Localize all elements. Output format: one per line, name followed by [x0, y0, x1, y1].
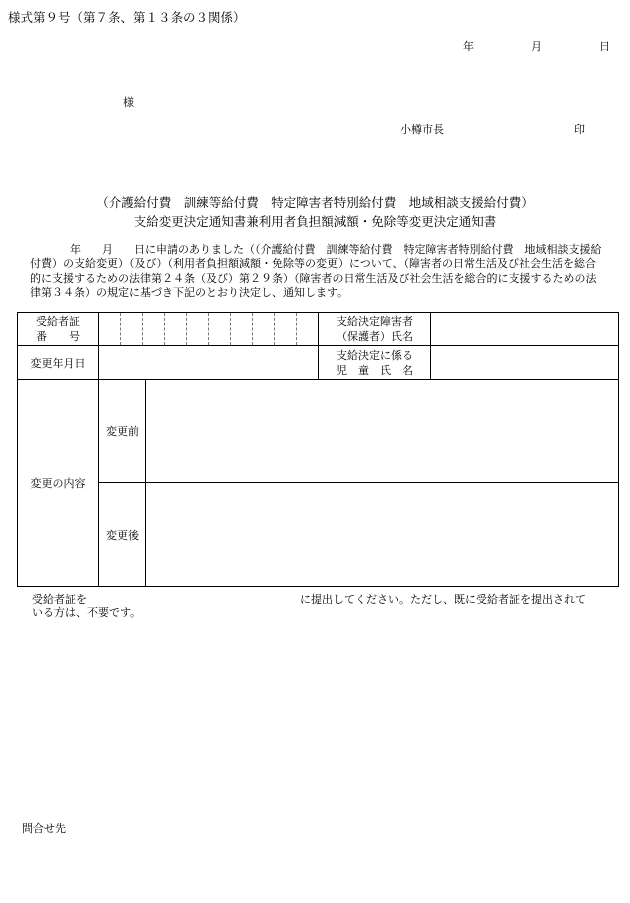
child-name-label: 支給決定に係る 児 童 氏 名	[319, 346, 431, 380]
body-month: 月	[101, 243, 113, 256]
after-label: 変更後	[99, 483, 146, 587]
decision-table	[17, 312, 619, 587]
body-text: 日に申請のありました（（介護給付費 訓練等給付費 特定障害者特別給付費 地域相談支援給付費）の支給変更）（及び）（利用者負担額減額・免除等の変更）について、（障害者の日常生活及び社会生活を総合的に支援するための法律第２４条（及び）第２９条）（障害者の日常生活及び社会生活を総合的に支援するための法律第３４条）の規定に基づき下記のとおり決定し、通知します。	[30, 243, 602, 299]
form-number: 様式第９号（第７条、第１３条の３関係）	[8, 10, 246, 25]
after-field[interactable]	[146, 483, 619, 587]
addressee-honorific: 様	[123, 96, 134, 109]
before-field[interactable]	[146, 380, 619, 483]
notice-part3: いる方は、不要です。	[32, 606, 142, 619]
recipient-name-label: 支給決定障害者 （保護者）氏名	[319, 313, 431, 346]
change-date-label: 変更年月日	[18, 346, 99, 380]
notification-body	[30, 243, 605, 300]
date-year: 年	[463, 40, 475, 53]
document-title-line2: 支給変更決定通知書兼利用者負担額減額・免除等変更決定通知書	[133, 214, 497, 229]
date-line	[463, 38, 610, 54]
document-title-line1: （介護給付費 訓練等給付費 特定障害者特別給付費 地域相談支援給付費）	[96, 195, 534, 210]
change-content-label: 変更の内容	[18, 380, 99, 587]
child-name-field[interactable]	[431, 346, 619, 380]
date-month: 月	[531, 40, 543, 53]
notice-part2: に提出してください。ただし、既に受給者証を提出されて	[300, 593, 586, 606]
change-date-field[interactable]	[99, 346, 319, 380]
seal-mark: 印	[574, 123, 585, 136]
before-label: 変更前	[99, 380, 146, 483]
date-day: 日	[599, 40, 610, 53]
issuer-mayor: 小樽市長	[400, 123, 444, 136]
cert-number-label: 受給者証 番 号	[18, 313, 99, 346]
recipient-name-field[interactable]	[431, 313, 619, 346]
contact-label: 問合せ先	[22, 822, 66, 835]
cert-number-field[interactable]	[99, 313, 319, 346]
notice-part1: 受給者証を	[32, 593, 87, 606]
body-year: 年	[70, 243, 81, 256]
